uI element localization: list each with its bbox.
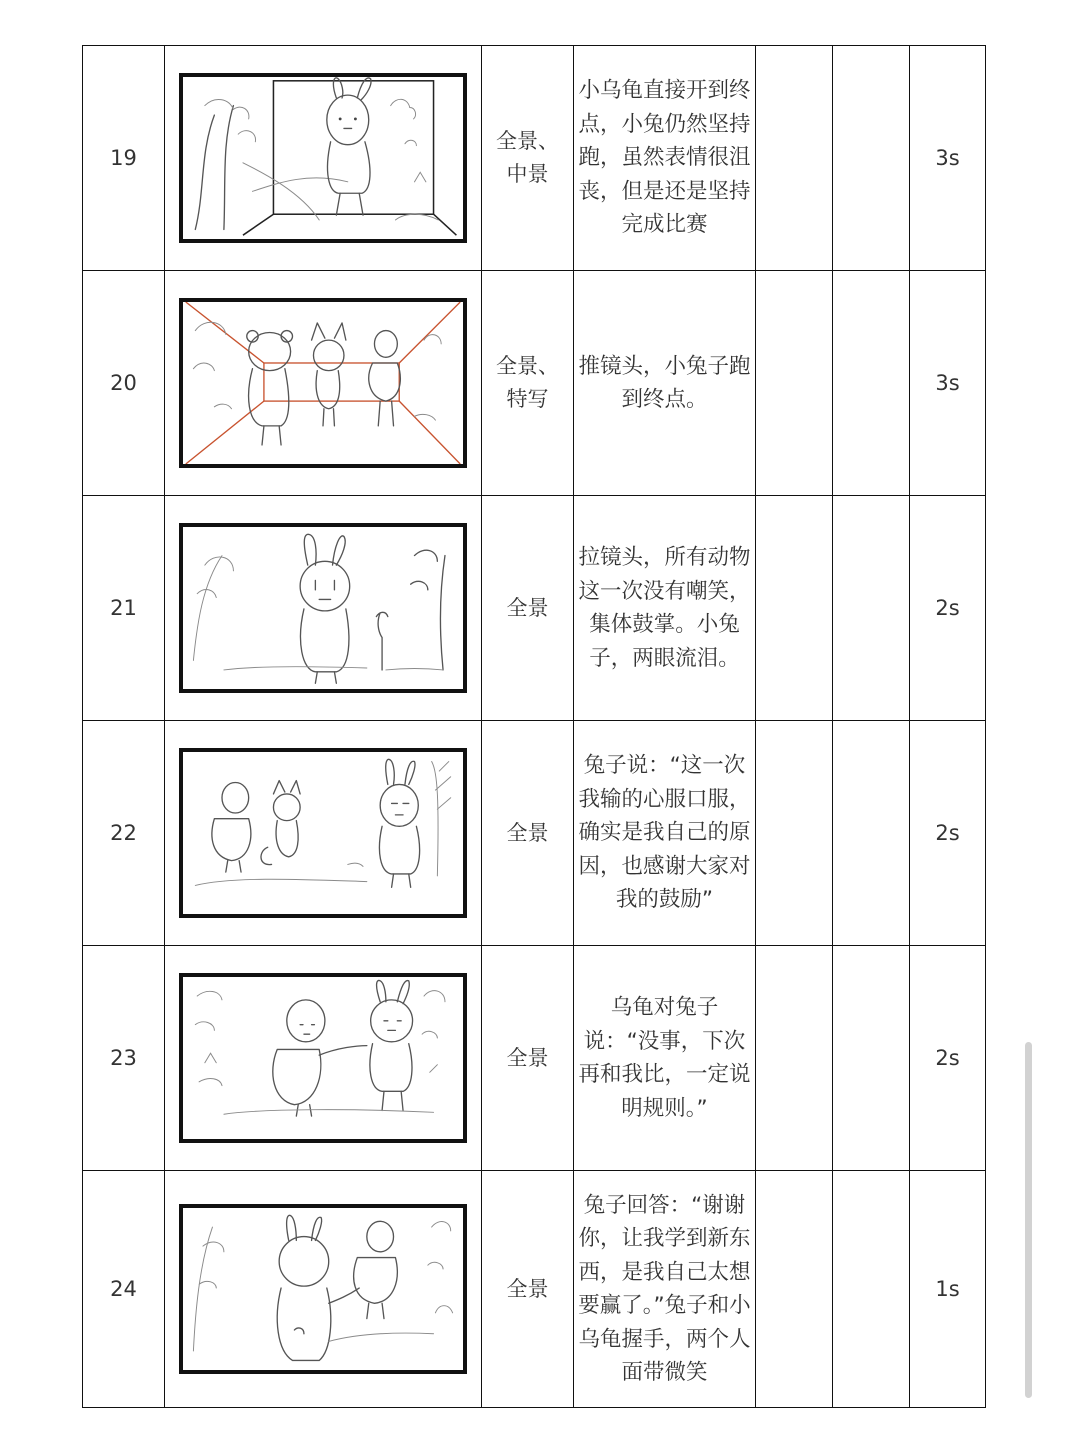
empty-cell (833, 271, 910, 496)
table-row (83, 721, 986, 946)
shot-description: 兔子回答：“谢谢你，让我学到新东西，是我自己太想要赢了。”兔子和小乌龟握手，两个人面带微笑 (574, 1171, 756, 1408)
table-row (83, 1171, 986, 1408)
table-row (83, 46, 986, 271)
empty-cell (756, 721, 833, 946)
empty-cell (833, 721, 910, 946)
shot-type: 全景 (482, 721, 574, 946)
shot-duration: 2s (910, 946, 986, 1171)
turtle-comforting-rabbit-sketch (179, 973, 467, 1143)
shot-duration: 3s (910, 271, 986, 496)
empty-cell (833, 46, 910, 271)
shot-number: 24 (83, 1171, 165, 1408)
table-row (83, 271, 986, 496)
empty-cell (833, 1171, 910, 1408)
shot-description: 兔子说：“这一次我输的心服口服，确实是我自己的原因，也感谢大家对我的鼓励” (574, 721, 756, 946)
empty-cell (756, 46, 833, 271)
rabbit-talking-to-friends-sketch (179, 748, 467, 918)
empty-cell (833, 496, 910, 721)
shot-type: 全景 (482, 496, 574, 721)
empty-cell (756, 1171, 833, 1408)
shot-type: 全景 (482, 1171, 574, 1408)
shot-type: 全景 (482, 946, 574, 1171)
shot-number: 19 (83, 46, 165, 271)
vertical-scrollbar[interactable] (1025, 1042, 1032, 1398)
rabbit-turtle-handshake-sketch (179, 1204, 467, 1374)
forest-path-rabbit-sketch (179, 73, 467, 243)
finish-line-animals-sketch (179, 298, 467, 468)
shot-description: 拉镜头，所有动物这一次没有嘲笑，集体鼓掌。小兔子，两眼流泪。 (574, 496, 756, 721)
shot-number: 20 (83, 271, 165, 496)
shot-type: 全景、 特写 (482, 271, 574, 496)
table-row (83, 496, 986, 721)
shot-number: 22 (83, 721, 165, 946)
shot-duration: 2s (910, 721, 986, 946)
shot-duration: 2s (910, 496, 986, 721)
table-row (83, 946, 986, 1171)
empty-cell (833, 946, 910, 1171)
shot-type: 全景、 中景 (482, 46, 574, 271)
shot-duration: 1s (910, 1171, 986, 1408)
empty-cell (756, 946, 833, 1171)
shot-duration: 3s (910, 46, 986, 271)
shot-description: 乌龟对兔子说：“没事，下次再和我比，一定说明规则。” (574, 946, 756, 1171)
shot-number: 21 (83, 496, 165, 721)
shot-description: 小乌龟直接开到终点，小兔仍然坚持跑，虽然表情很沮丧，但是还是坚持完成比赛 (574, 46, 756, 271)
storyboard-table (82, 45, 986, 1408)
shot-number: 23 (83, 946, 165, 1171)
crying-rabbit-sketch (179, 523, 467, 693)
shot-description: 推镜头，小兔子跑到终点。 (574, 271, 756, 496)
empty-cell (756, 496, 833, 721)
empty-cell (756, 271, 833, 496)
